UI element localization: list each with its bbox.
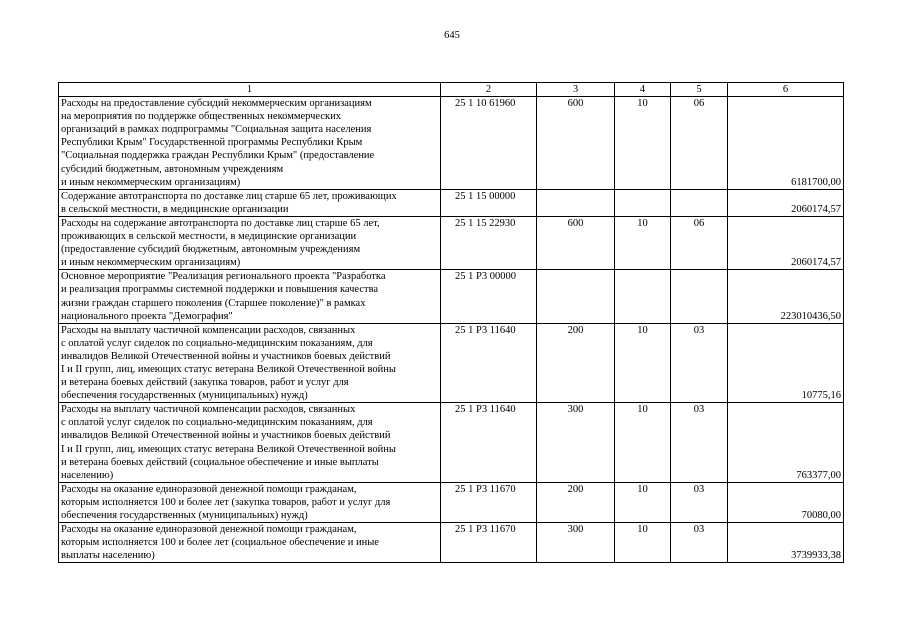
row-amount: 6181700,00 xyxy=(728,97,844,190)
row-code: 25 1 P3 11670 xyxy=(441,482,537,522)
row-expense-type: 300 xyxy=(537,403,615,483)
row-amount: 2060174,57 xyxy=(728,189,844,216)
row-code: 25 1 15 00000 xyxy=(441,189,537,216)
row-amount: 2060174,57 xyxy=(728,216,844,269)
row-description: Расходы на содержание автотранспорта по доставке лиц старше 65 лет, проживающих в сельской местности, в медицинские организации (предоставление субсидий бюджетным, автономным учреждениям и иным некоммерческим организациям) xyxy=(59,216,441,269)
row-subsection xyxy=(671,270,728,323)
row-section xyxy=(615,189,671,216)
row-section: 10 xyxy=(615,403,671,483)
row-expense-type: 200 xyxy=(537,323,615,403)
column-header: 1 xyxy=(59,83,441,97)
row-description: Основное мероприятие "Реализация регионального проекта "Разработка и реализация программы системной поддержки и повышения качества жизни граждан старшего поколения (Старшее поколение)" в рамках национального проекта "Демография" xyxy=(59,270,441,323)
row-subsection: 06 xyxy=(671,97,728,190)
row-expense-type: 600 xyxy=(537,97,615,190)
table-row xyxy=(59,270,844,323)
row-subsection: 06 xyxy=(671,216,728,269)
table-row xyxy=(59,323,844,403)
column-header: 5 xyxy=(671,83,728,97)
row-section: 10 xyxy=(615,216,671,269)
table-row xyxy=(59,216,844,269)
row-subsection: 03 xyxy=(671,323,728,403)
row-amount: 763377,00 xyxy=(728,403,844,483)
row-expense-type xyxy=(537,189,615,216)
table-row xyxy=(59,523,844,563)
row-description: Расходы на оказание единоразовой денежной помощи гражданам, которым исполняется 100 и более лет (закупка товаров, работ и услуг для обеспечения государственных (муниципальных) нужд) xyxy=(59,482,441,522)
row-code: 25 1 P3 11670 xyxy=(441,523,537,563)
row-subsection: 03 xyxy=(671,403,728,483)
row-amount: 3739933,38 xyxy=(728,523,844,563)
table-row xyxy=(59,189,844,216)
column-header: 4 xyxy=(615,83,671,97)
row-expense-type xyxy=(537,270,615,323)
budget-table xyxy=(58,82,844,563)
row-expense-type: 300 xyxy=(537,523,615,563)
table-row xyxy=(59,482,844,522)
row-section: 10 xyxy=(615,97,671,190)
row-code: 25 1 10 61960 xyxy=(441,97,537,190)
row-expense-type: 600 xyxy=(537,216,615,269)
column-header: 3 xyxy=(537,83,615,97)
row-code: 25 1 P3 11640 xyxy=(441,323,537,403)
column-header: 6 xyxy=(728,83,844,97)
row-code: 25 1 P3 11640 xyxy=(441,403,537,483)
row-description: Расходы на оказание единоразовой денежной помощи гражданам, которым исполняется 100 и более лет (социальное обеспечение и иные выплаты населению) xyxy=(59,523,441,563)
row-section: 10 xyxy=(615,523,671,563)
header-row xyxy=(59,83,844,97)
row-description: Расходы на выплату частичной компенсации расходов, связанных с оплатой услуг сиделок по социально-медицинским показаниям, для инвалидов Великой Отечественной войны и участников боевых действий I и II групп, лиц, имеющих статус ветерана Великой Отечественной войны и ветерана боевых действий (закупка товаров, работ и услуг для обеспечения государственных (муниципальных) нужд) xyxy=(59,323,441,403)
row-description: Содержание автотранспорта по доставке лиц старше 65 лет, проживающих в сельской местности, в медицинские организации xyxy=(59,189,441,216)
row-expense-type: 200 xyxy=(537,482,615,522)
row-amount: 70080,00 xyxy=(728,482,844,522)
row-code: 25 1 15 22930 xyxy=(441,216,537,269)
table-row xyxy=(59,403,844,483)
row-amount: 10775,16 xyxy=(728,323,844,403)
row-subsection: 03 xyxy=(671,482,728,522)
row-subsection: 03 xyxy=(671,523,728,563)
row-section: 10 xyxy=(615,323,671,403)
row-amount: 223010436,50 xyxy=(728,270,844,323)
row-code: 25 1 P3 00000 xyxy=(441,270,537,323)
row-section xyxy=(615,270,671,323)
row-section: 10 xyxy=(615,482,671,522)
page-number: 645 xyxy=(444,30,460,41)
row-description: Расходы на предоставление субсидий некоммерческим организациям на мероприятия по поддержке общественных некоммерческих организаций в рамках подпрограммы "Социальная защита населения Республики Крым" Государственной программы Республики Крым "Социальная поддержка граждан Республики Крым" (предоставление субсидий бюджетным, автономным учреждениям и иным некоммерческим организациям) xyxy=(59,97,441,190)
table-row xyxy=(59,97,844,190)
column-header: 2 xyxy=(441,83,537,97)
row-subsection xyxy=(671,189,728,216)
row-description: Расходы на выплату частичной компенсации расходов, связанных с оплатой услуг сиделок по социально-медицинским показаниям, для инвалидов Великой Отечественной войны и участников боевых действий I и II групп, лиц, имеющих статус ветерана Великой Отечественной войны и ветерана боевых действий (социальное обеспечение и иные выплаты населению) xyxy=(59,403,441,483)
